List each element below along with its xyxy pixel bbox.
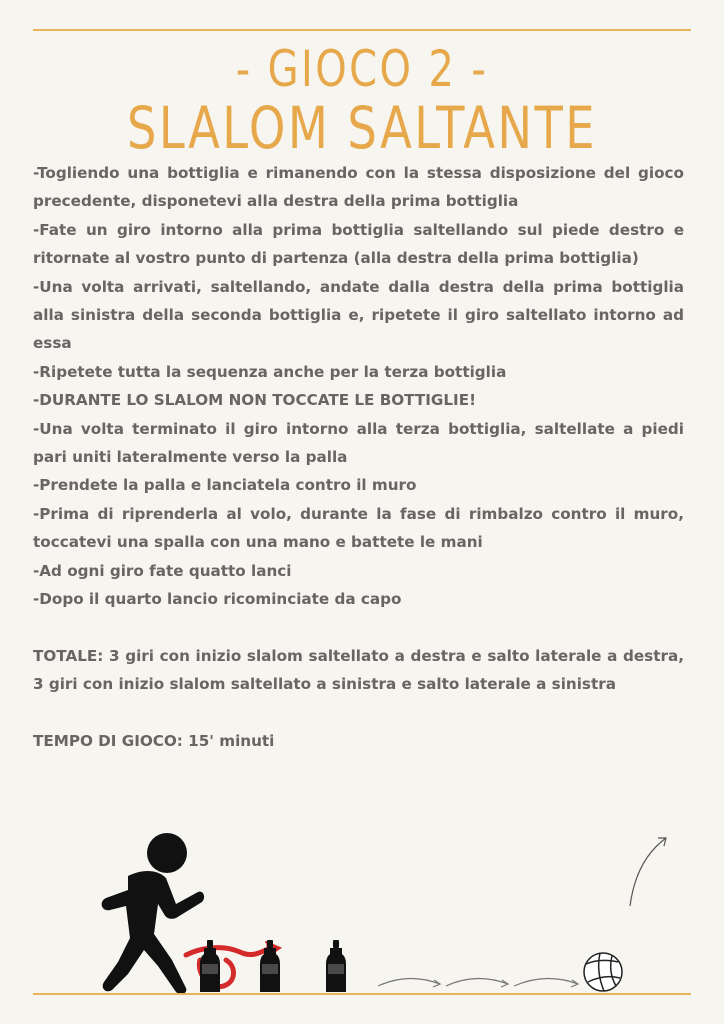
instruction-item: -Una volta terminato il giro intorno alla terza bottiglia, saltellate a piedi pari uniti lateralmente verso la palla [33, 419, 684, 467]
instruction-item: -Prendete la palla e lanciatela contro il muro [33, 476, 417, 495]
instruction-item: -Prima di riprenderla al volo, durante la fase di rimbalzo contro il muro, toccatevi una spalla con una mano e battete le mani [33, 504, 684, 552]
spacer [33, 614, 684, 642]
instruction-item: -Togliendo una bottiglia e rimanendo con la stessa disposizione del gioco precedente, disponetevi alla destra della prima bottiglia [33, 164, 684, 211]
instruction-item: -Ripetete tutta la sequenza anche per la terza bottiglia [33, 362, 507, 381]
instruction-item: -Fate un giro intorno alla prima bottiglia saltellando sul piede destro e ritornate al vostro punto di partenza (alla destra della prima bottiglia) [33, 220, 684, 268]
spacer [33, 699, 684, 727]
instruction-item: -Una volta arrivati, saltellando, andate dalla destra della prima bottiglia alla sinistra della seconda bottiglia e, ripetete il giro saltellato intorno ad essa [33, 277, 684, 353]
game-illustration [0, 820, 724, 1020]
instruction-item: -Dopo il quarto lancio ricominciate da capo [33, 590, 402, 609]
page-title-line1: - GIOCO 2 - [235, 40, 489, 98]
bottle-icon [326, 940, 346, 992]
tempo-text: TEMPO DI GIOCO: 15' minuti [33, 732, 275, 751]
running-person-icon [102, 833, 204, 994]
instructions-block [33, 159, 684, 756]
volleyball-icon [584, 953, 622, 991]
bottom-rule [33, 993, 691, 995]
totale-text: TOTALE: 3 giri con inizio slalom saltellato a destra e salto laterale a destra, 3 giri con inizio slalom saltellato a sinistra e salto laterale a sinistra [33, 646, 684, 694]
instruction-item: -DURANTE LO SLALOM NON TOCCATE LE BOTTIGLIE! [33, 391, 476, 410]
top-rule [33, 29, 691, 31]
throw-arrow-icon [630, 838, 666, 906]
page-title-line2: SLALOM SALTANTE [127, 94, 597, 162]
hop-arrows [378, 978, 578, 987]
instruction-item: -Ad ogni giro fate quatto lanci [33, 561, 292, 580]
